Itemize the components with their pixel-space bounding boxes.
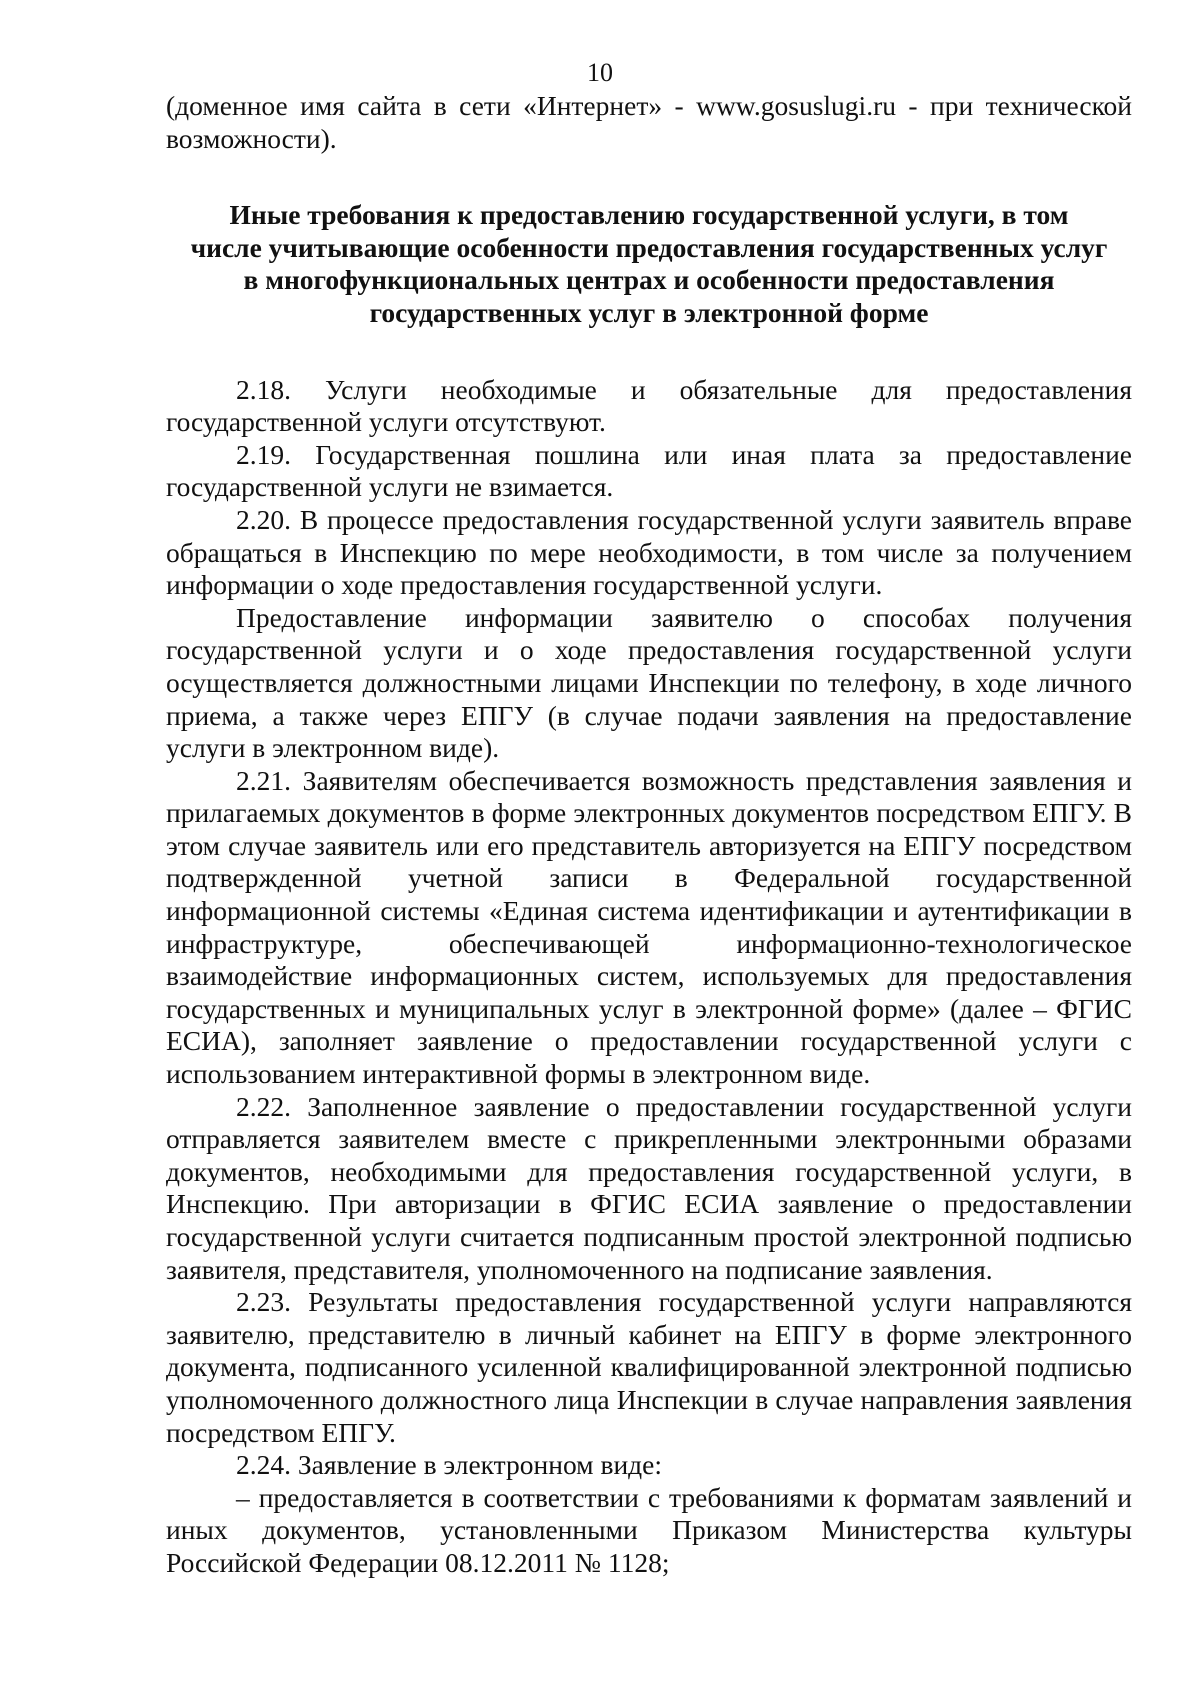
paragraph-2-22: 2.22. Заполненное заявление о предоставлении государственной услуги отправляется заявителем вместе с прикрепленными электронными образами документов, необходимыми для предоставления государственной услуги, в Инспекцию. При авторизации в ФГИС ЕСИА заявление о предоставлении государственной услуги считается подписанным простой электронной подписью заявителя, представителя, уполномоченного на подписание заявления. [166,1090,1132,1285]
paragraph-2-19: 2.19. Государственная пошлина или иная плата за предоставление государственной услуги не взимается. [166,438,1132,503]
paragraph-2-23: 2.23. Результаты предоставления государственной услуги направляются заявителю, представителю в личный кабинет на ЕПГУ в форме электронного документа, подписанного усиленной квалифицированной электронной подписью уполномоченного должностного лица Инспекции в случае направления заявления посредством ЕПГУ. [166,1286,1132,1448]
section-heading-line: Иные требования к предоставлению государственной услуги, в том [229,199,1069,231]
page-number: 10 [587,58,613,87]
paragraph-2-24-item: – предоставляется в соответствии с требованиями к форматам заявлений и иных документов, установленными Приказом Министерства культуры Российской Федерации 08.12.2011 № 1128; [166,1481,1132,1578]
section-heading-line: числе учитывающие особенности предоставления государственных услуг [190,231,1108,263]
paragraph-2-24: 2.24. Заявление в электронном виде: [236,1449,662,1481]
paragraph-info-provision: Предоставление информации заявителю о способах получения государственной услуги и о ходе предоставления государственной услуги осуществляется должностными лицами Инспекции по телефону, в ходе личного приема, а также через ЕПГУ (в случае подачи заявления на предоставление услуги в электронном виде). [166,601,1132,764]
paragraph-2-20: 2.20. В процессе предоставления государственной услуги заявитель вправе обращаться в Инспекцию по мере необходимости, в том числе за получением информации о ходе предоставления государственной услуги. [166,503,1132,601]
paragraph-2-21: 2.21. Заявителям обеспечивается возможность представления заявления и прилагаемых документов в форме электронных документов посредством ЕПГУ. В этом случае заявитель или его представитель авторизуется на ЕПГУ посредством подтвержденной учетной записи в Федеральной государственной информационной системы «Единая система идентификации и аутентификации в инфраструктуре, обеспечивающей информационно-технологическое взаимодействие информационных систем, используемых для предоставления государственных и муниципальных услуг в электронной форме» (далее – ФГИС ЕСИА), заполняет заявление о предоставлении государственной услуги с использованием интерактивной формы в электронном виде. [166,764,1132,1090]
section-heading [166,199,1132,329]
document-body [166,90,1132,1580]
section-heading-line: в многофункциональных центрах и особенности предоставления [243,264,1055,296]
section-heading-line: государственных услуг в электронной форме [369,296,929,328]
lead-paragraph: (доменное имя сайта в сети «Интернет» - www.gosuslugi.ru - при технической возможности). [166,90,1132,154]
paragraph-2-18: 2.18. Услуги необходимые и обязательные для предоставления государственной услуги отсутствуют. [166,373,1132,438]
